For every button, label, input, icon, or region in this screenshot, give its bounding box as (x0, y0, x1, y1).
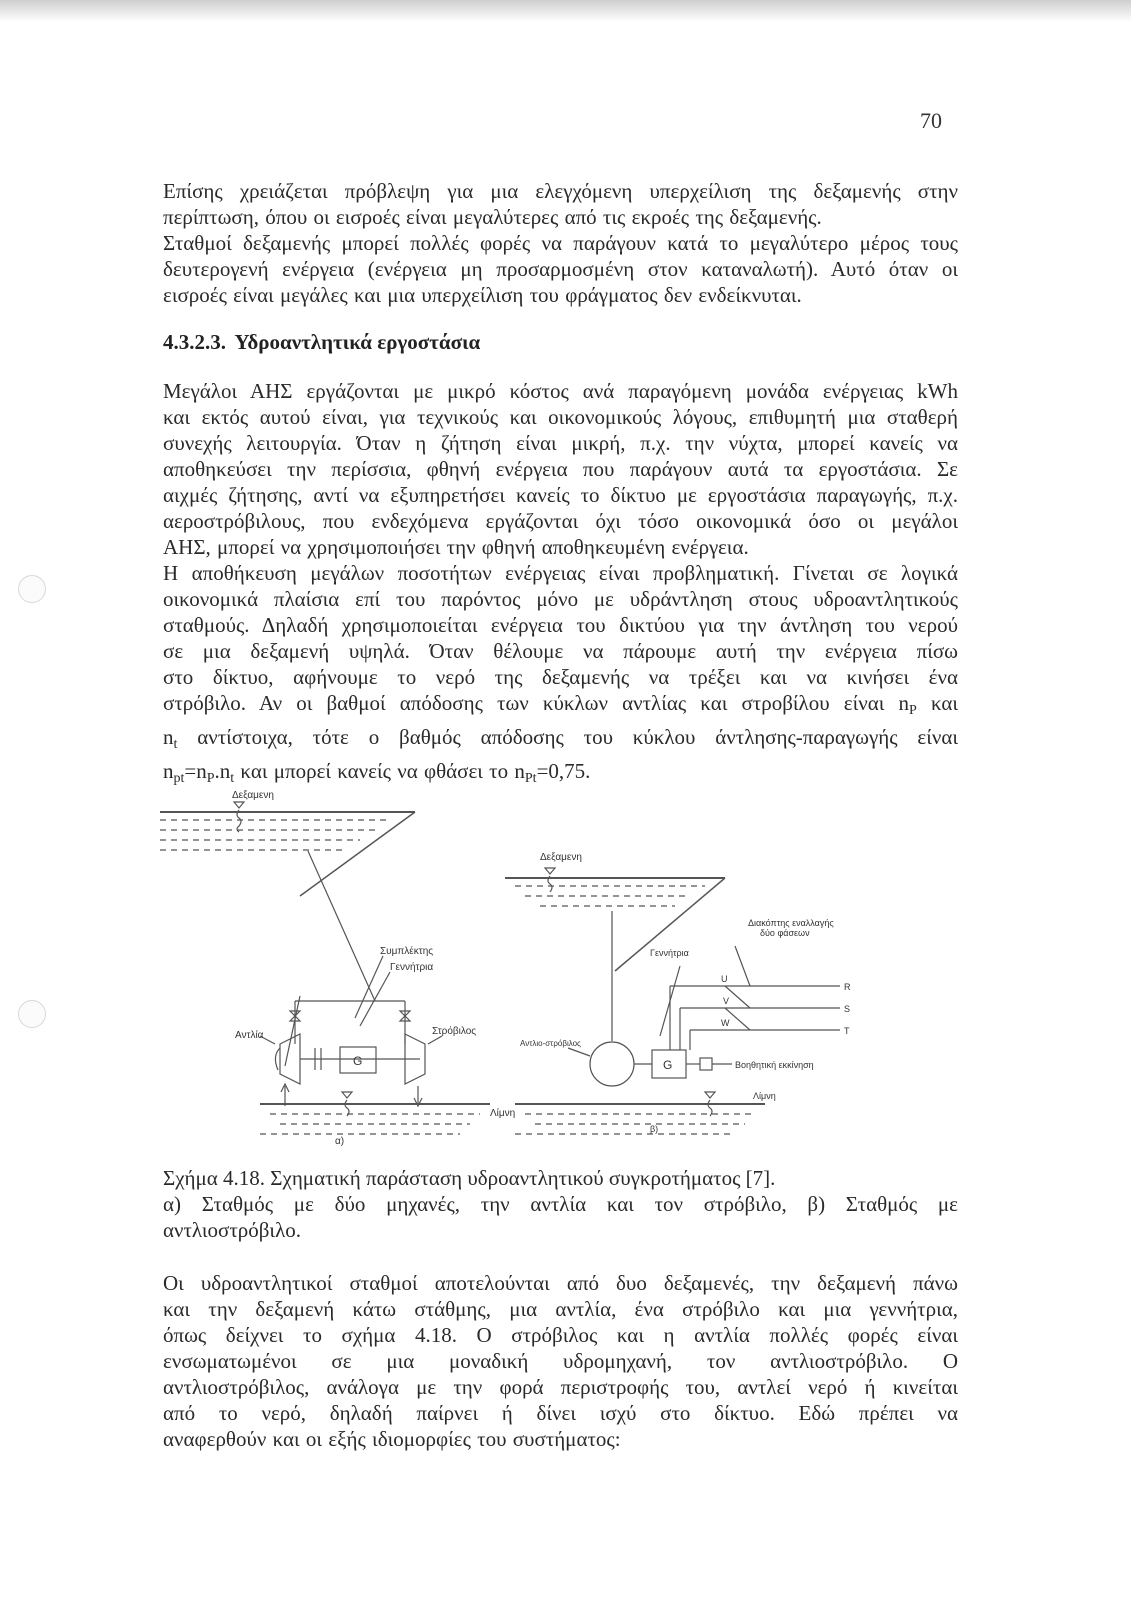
generator-label-b: Γεννήτρια (650, 948, 689, 958)
symbol-subscript: Pt (524, 771, 537, 786)
upper-reservoir-b (505, 868, 725, 971)
text-line: και την δεξαμενή κάτω στάθμης, μια αντλία, ένα στρόβιλο και μια γεννήτρια, (163, 1297, 958, 1321)
upper-reservoir-a (160, 802, 415, 896)
closing-paragraph (163, 1270, 958, 1452)
pumpturbine-label: Αντλιο-στρόβιλος (520, 1039, 581, 1048)
text-line: αεροστρόβιλους, που ενδεχόμενα εργάζονται όχι τόσο οικονομικά όσο οι μεγάλοι (163, 509, 958, 533)
text-segment: και μπορεί κανείς να φθάσει το n (240, 759, 525, 783)
scan-shadow (0, 0, 1131, 22)
section-title: Υδροαντλητικά εργοστάσια (234, 330, 481, 354)
body-paragraph-1 (163, 378, 958, 560)
phase-w: W (721, 1018, 730, 1028)
turbine-label: Στρόβιλος (432, 1026, 477, 1037)
text-segment: στρόβιλο. Αν οι βαθμοί απόδοσης των κύκλων αντλίας και στροβίλου είναι (163, 691, 885, 715)
text-line: ενσωματωμένοι σε μια μοναδική υδρομηχανή, τον αντλιοστρόβιλο. Ο (163, 1349, 958, 1373)
lake-label-a: Λίμνη (490, 1108, 516, 1119)
symbol-n: n (163, 725, 174, 749)
text-line: αντλιοστρόβιλος, ανάλογα με την φορά περιστροφής του, αντλεί νερό ή κινείται (163, 1375, 958, 1399)
pump-turbine-b (590, 1042, 634, 1086)
text-line: αναφερθούν και οι εξής ιδιομορφίες του συστήματος: (163, 1427, 621, 1451)
symbol-n: .n (214, 759, 231, 783)
figure-tag-b: β) (650, 1124, 659, 1134)
text-line: σταθμούς. Δηλαδή χρησιμοποιείται ενέργεια του δικτύου για την άντληση του νερού (163, 613, 958, 637)
symbol-n: n (898, 691, 910, 715)
text-line: στο δίκτυο, αφήνουμε το νερό της δεξαμενής να τρέξει και να κινήσει ένα (163, 665, 958, 689)
figure-tag-a: α) (335, 1136, 345, 1147)
generator-symbol-b: G (663, 1058, 673, 1072)
text-line: δευτερογενή ενέργεια (ενέργεια μη προσαρμοσμένη στον καταναλωτή). Αυτό όταν οι (163, 257, 958, 281)
symbol-n: =n (184, 759, 207, 783)
text-line (163, 690, 958, 724)
body-paragraph-2 (163, 560, 958, 792)
generator-symbol-a: G (353, 1054, 363, 1068)
switch-label-1: Διακόπτης εναλλαγής (748, 918, 834, 928)
switch-label-2: δύο φάσεων (760, 928, 810, 938)
punch-hole (18, 1000, 46, 1028)
lower-lake-b (515, 1092, 765, 1134)
text-line: Σταθμοί δεξαμενής μπορεί πολλές φορές να παράγουν κατά το μεγαλύτερο μέρος τους (163, 231, 958, 255)
phase-v: V (723, 996, 730, 1006)
text-line: περίπτωση, όπου οι εισροές είναι μεγαλύτερες από τις εκροές της δεξαμενής. (163, 205, 822, 229)
caption-line: α) Σταθμός με δύο μηχανές, την αντλία και τον στρόβιλο, β) Σταθμός με (163, 1192, 958, 1216)
text-line: συνεχής λειτουργία. Όταν η ζήτηση είναι μικρή, π.χ. την νύχτα, μπορεί κανείς να (163, 431, 958, 455)
text-line: ΑΗΣ, μπορεί να χρησιμοποιήσει την φθηνή αποθηκευμένη ενέργεια. (163, 535, 749, 559)
text-segment: και (930, 691, 959, 715)
punch-hole (18, 575, 46, 603)
symbol-subscript: P (909, 703, 917, 718)
text-line: αποθηκεύσει την περίσσια, φθηνή ενέργεια που παράγουν αυτά τα εργοστάσια. Σε (163, 457, 958, 481)
text-line: Οι υδροαντλητικοί σταθμοί αποτελούνται από δυο δεξαμενές, την δεξαμενή πάνω (163, 1271, 958, 1295)
lake-label-b: Λίμνη (753, 1091, 776, 1101)
text-line: Επίσης χρειάζεται πρόβλεψη για μια ελεγχόμενη υπερχείλιση της δεξαμενής στην (163, 179, 958, 203)
pump-a (275, 1034, 300, 1106)
text-segment: αντίστοιχα, τότε ο βαθμός απόδοσης του κύκλου άντλησης-παραγωγής είναι (197, 725, 959, 749)
aux-start-box (700, 1058, 712, 1070)
reservoir-label-b: Δεξαμενη (540, 852, 582, 863)
text-line: και εκτός αυτού είναι, για τεχνικούς και οικονομικούς λόγους, επιθυμητή μια σταθερή (163, 405, 958, 429)
aux-start-label: Βοηθητική εκκίνηση (735, 1060, 814, 1070)
figure-caption (163, 1165, 958, 1243)
symbol-subscript: t (230, 771, 235, 786)
text-line: οικονομικά πλαίσια επί του παρόντος μόνο με υδράντληση στους υδροαντλητικούς (163, 587, 958, 611)
caption-line: αντλιοστρόβιλο. (163, 1218, 302, 1242)
pump-label: Αντλία (235, 1030, 264, 1041)
phase-u: U (721, 974, 728, 984)
reservoir-label-a: Δεξαμενη (232, 790, 274, 801)
symbol-subscript: P (206, 771, 215, 786)
coupler-label: Συμπλέκτης (380, 946, 434, 957)
text-line: σε μια δεξαμενή υψηλά. Όταν θέλουμε να πάρουμε αυτή την ενέργεια πίσω (163, 639, 958, 663)
text-segment: =0,75. (536, 759, 591, 783)
turbine-a (405, 1034, 425, 1106)
symbol-subscript: t (173, 737, 178, 752)
page-number: 70 (920, 108, 942, 133)
generator-label-a: Γεννήτρια (390, 962, 434, 973)
text-line: αιχμές ζήτησης, αντί να εξυπηρετήσει κανείς το δίκτυο με εργοστάσια παραγωγής, π.χ. (163, 483, 958, 507)
line-t: T (844, 1026, 850, 1036)
text-line (163, 724, 958, 758)
lower-lake-a (260, 1092, 490, 1134)
line-r: R (844, 982, 851, 992)
symbol-n: n (163, 759, 174, 783)
penstock-a (308, 851, 375, 1001)
line-s: S (844, 1004, 851, 1014)
text-line: όπως δείχνει το σχήμα 4.18. Ο στρόβιλος και η αντλία πολλές φορές είναι (163, 1323, 958, 1347)
caption-line: Σχήμα 4.18. Σχηματική παράσταση υδροαντλητικού συγκροτήματος [7]. (163, 1166, 776, 1190)
section-heading (163, 330, 480, 355)
symbol-subscript: pt (173, 771, 185, 786)
text-line: από το νερό, δηλαδή παίρνει ή δίνει ισχύ στο δίκτυο. Εδώ πρέπει να (163, 1401, 958, 1425)
pumped-storage-figure (160, 786, 880, 1156)
section-number: 4.3.2.3. (163, 330, 226, 354)
text-line: Η αποθήκευση μεγάλων ποσοτήτων ενέργειας είναι προβληματική. Γίνεται σε λογικά (163, 561, 958, 585)
phase-switch-wiring (670, 946, 840, 1050)
intro-paragraph (163, 178, 958, 308)
text-line: εισροές είναι μεγάλες και μια υπερχείλιση του φράγματος δεν ενδείκνυται. (163, 283, 802, 307)
text-line: Μεγάλοι ΑΗΣ εργάζονται με μικρό κόστος ανά παραγόμενη μονάδα ενέργειας kWh (163, 379, 958, 403)
